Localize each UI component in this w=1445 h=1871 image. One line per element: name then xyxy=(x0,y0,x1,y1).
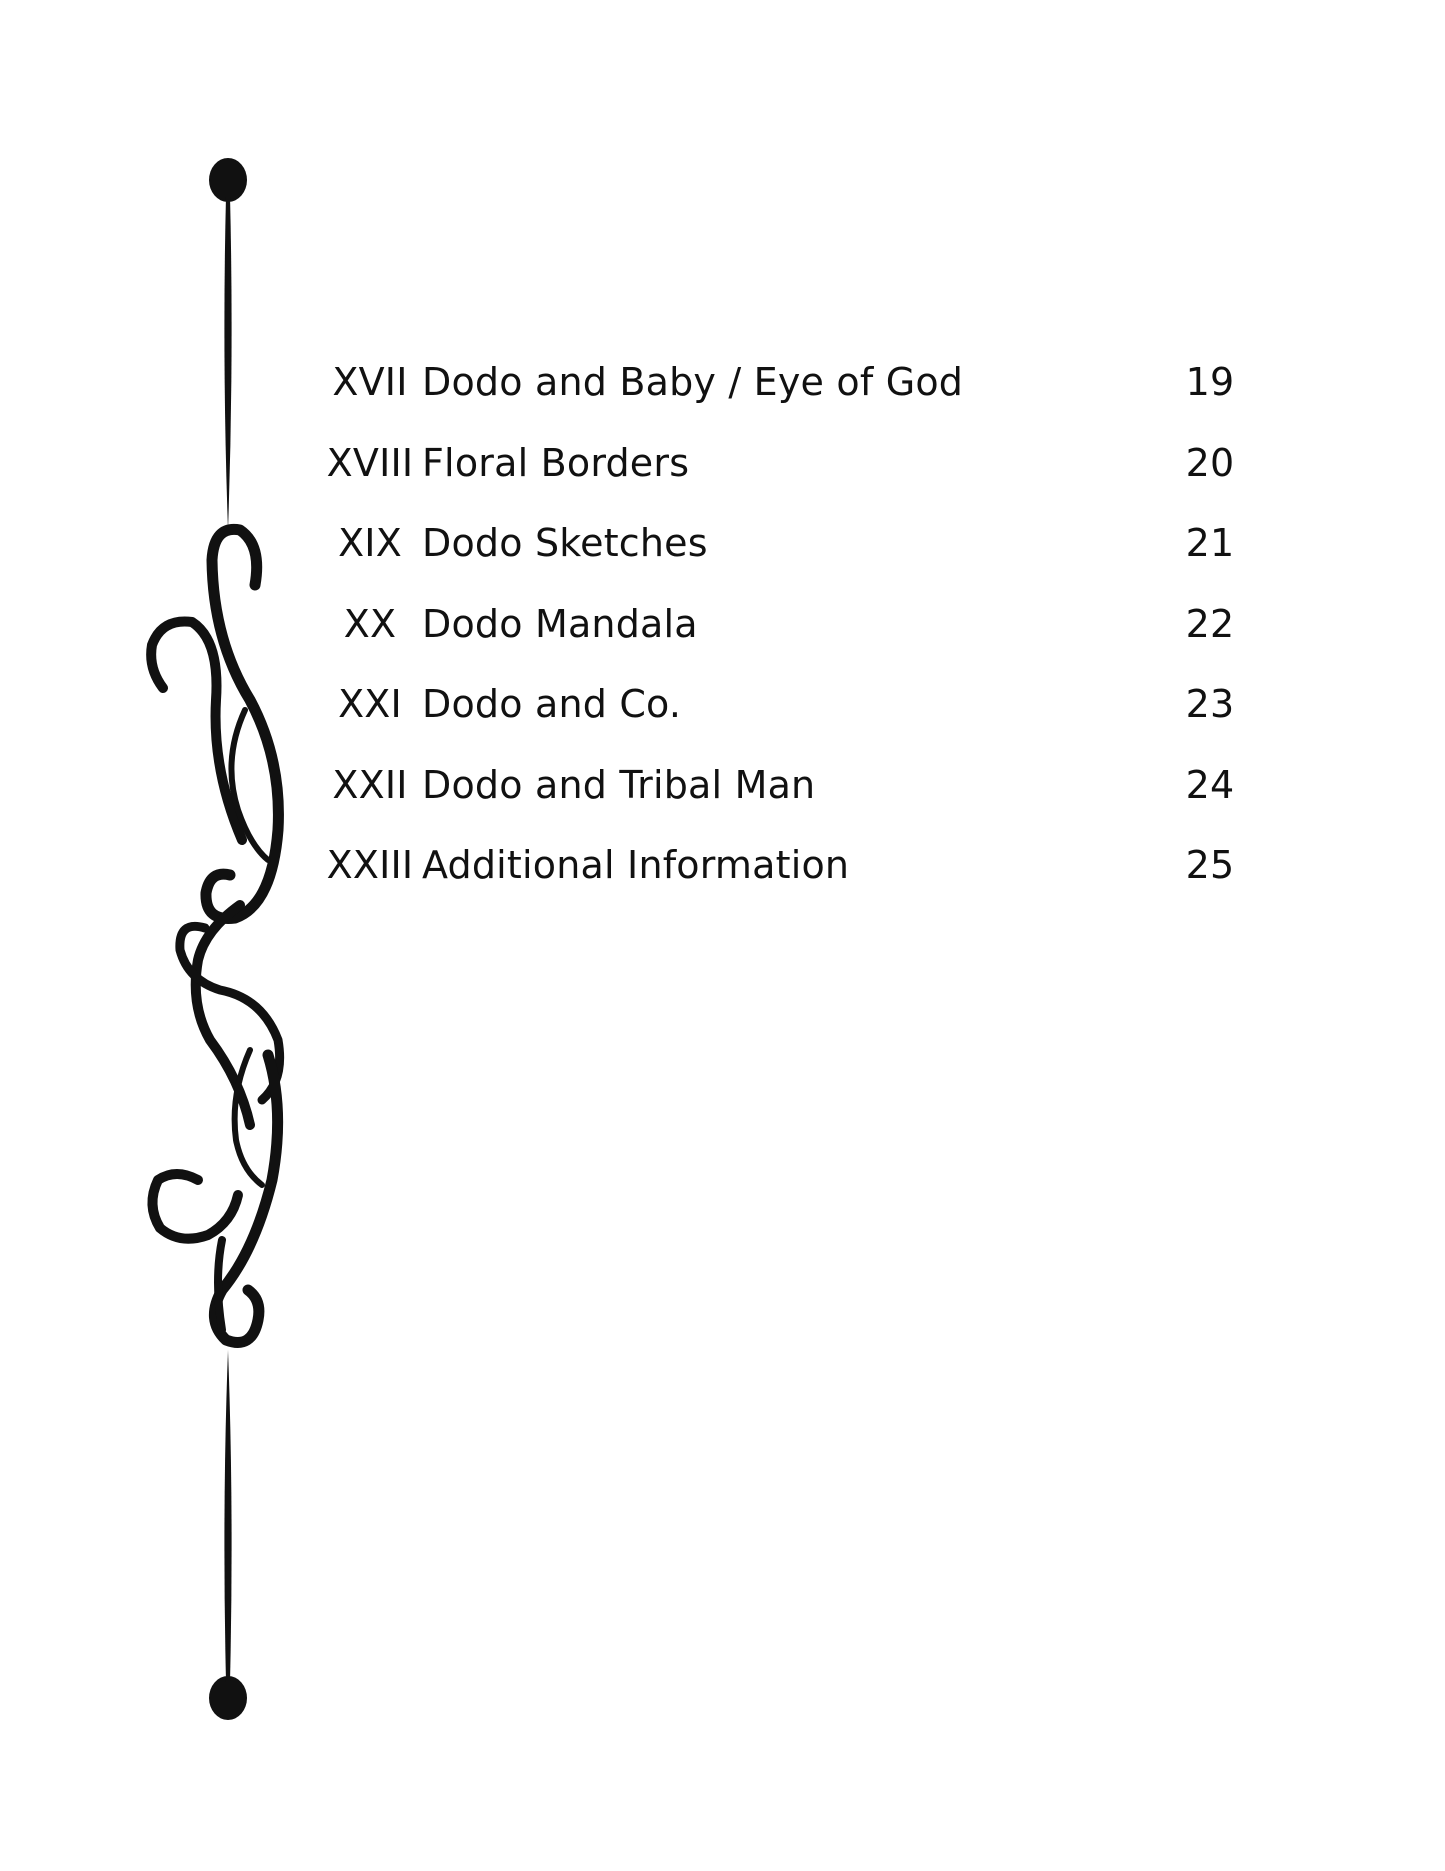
toc-entry-title: Dodo and Co. xyxy=(422,682,682,726)
ornament-top-stem xyxy=(224,196,231,530)
ornament-bottom-stem xyxy=(224,1350,231,1682)
toc-entry-number: XVIII xyxy=(326,440,414,485)
toc-entry-number: XX xyxy=(343,601,397,646)
toc-entry-title: Dodo and Tribal Man xyxy=(422,762,816,807)
toc-entry[interactable] xyxy=(320,833,1260,914)
toc-entry-page: 25 xyxy=(1185,843,1235,887)
toc-entry-page: 19 xyxy=(1185,360,1235,404)
table-of-contents xyxy=(320,350,1260,914)
toc-entry-title: Additional Information xyxy=(422,843,850,887)
ornament-top-dot xyxy=(209,158,247,202)
ornament-bottom-dot xyxy=(209,1676,247,1720)
toc-entry-title: Floral Borders xyxy=(422,440,690,485)
ornament-flourish xyxy=(151,529,279,1342)
toc-entry-page: 22 xyxy=(1185,601,1235,646)
toc-entry[interactable] xyxy=(320,350,1260,431)
toc-entry-title: Dodo Sketches xyxy=(422,521,708,565)
toc-entry-number: XXI xyxy=(338,682,402,726)
toc-entry[interactable] xyxy=(320,511,1260,592)
toc-entry[interactable] xyxy=(320,753,1260,834)
toc-entry-number: XVII xyxy=(332,360,408,404)
toc-entry-number: XXIII xyxy=(326,843,414,887)
toc-entry-page: 20 xyxy=(1185,440,1235,485)
toc-entry-title: Dodo and Baby / Eye of God xyxy=(422,360,964,404)
toc-entry[interactable] xyxy=(320,592,1260,673)
toc-entry-title: Dodo Mandala xyxy=(422,601,698,646)
toc-entry[interactable] xyxy=(320,431,1260,512)
toc-entry-page: 21 xyxy=(1185,521,1235,565)
toc-entry-number: XIX xyxy=(338,521,402,565)
toc-entry-page: 24 xyxy=(1185,762,1235,807)
toc-entry[interactable] xyxy=(320,672,1260,753)
toc-entry-page: 23 xyxy=(1185,682,1235,726)
toc-entry-number: XXII xyxy=(332,762,408,807)
